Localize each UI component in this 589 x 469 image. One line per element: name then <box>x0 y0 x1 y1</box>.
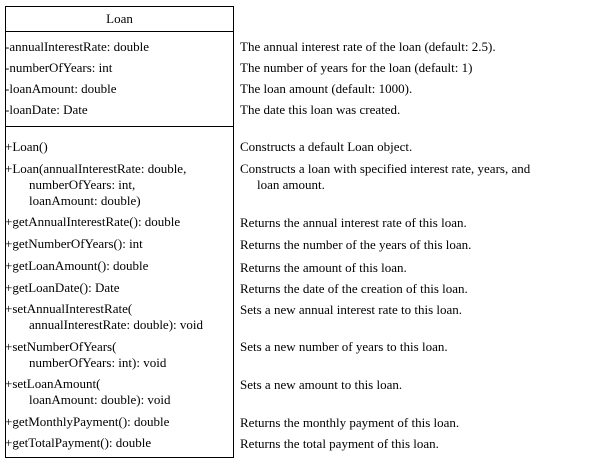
method-loan-params-desc: Constructs a loan with specified interest rate, years, and <box>240 161 531 176</box>
method-loan-default: +Loan() <box>5 139 48 154</box>
class-name: Loan <box>6 7 233 32</box>
method-get-annual-interest-rate-desc: Returns the annual interest rate of this loan. <box>240 215 467 230</box>
method-get-loan-amount-desc: Returns the amount of this loan. <box>240 260 407 275</box>
method-get-loan-amount: +getLoanAmount(): double <box>5 258 149 273</box>
method-loan-params-line-3: loanAmount: double) <box>29 193 141 208</box>
method-set-number-of-years: +setNumberOfYears( <box>5 339 117 354</box>
method-get-annual-interest-rate: +getAnnualInterestRate(): double <box>5 214 181 229</box>
method-set-loan-amount: +setLoanAmount( <box>5 376 101 391</box>
attribute-number-of-years-desc: The number of years for the loan (default: 1) <box>240 60 473 75</box>
method-set-annual-interest-rate-desc: Sets a new annual interest rate to this loan. <box>240 302 463 317</box>
method-set-annual-interest-rate: +setAnnualInterestRate( <box>5 301 133 316</box>
section-divider <box>6 126 233 127</box>
method-loan-params-desc-line-2: loan amount. <box>257 177 325 192</box>
method-set-loan-amount-desc: Sets a new amount to this loan. <box>240 377 403 392</box>
method-get-loan-date: +getLoanDate(): Date <box>5 280 120 295</box>
method-get-total-payment: +getTotalPayment(): double <box>5 435 152 450</box>
method-get-monthly-payment-desc: Returns the monthly payment of this loan. <box>240 415 460 430</box>
method-loan-default-desc: Constructs a default Loan object. <box>240 139 413 154</box>
attribute-annual-interest-rate: -annualInterestRate: double <box>5 39 150 54</box>
method-set-number-of-years-line-2: numberOfYears: int): void <box>29 355 167 370</box>
method-set-loan-amount-line-2: loanAmount: double): void <box>29 392 171 407</box>
method-get-number-of-years: +getNumberOfYears(): int <box>5 236 143 251</box>
method-get-total-payment-desc: Returns the total payment of this loan. <box>240 436 439 451</box>
method-get-monthly-payment: +getMonthlyPayment(): double <box>5 414 170 429</box>
method-get-loan-date-desc: Returns the date of the creation of this loan. <box>240 281 468 296</box>
attribute-loan-amount-desc: The loan amount (default: 1000). <box>240 81 413 96</box>
method-get-number-of-years-desc: Returns the number of the years of this loan. <box>240 237 472 252</box>
attribute-annual-interest-rate-desc: The annual interest rate of the loan (default: 2.5). <box>240 39 496 54</box>
method-loan-params: +Loan(annualInterestRate: double, <box>5 161 187 176</box>
attribute-loan-amount: -loanAmount: double <box>5 81 117 96</box>
method-set-annual-interest-rate-line-2: annualInterestRate: double): void <box>29 317 204 332</box>
attribute-loan-date-desc: The date this loan was created. <box>240 102 401 117</box>
attribute-number-of-years: -numberOfYears: int <box>5 60 113 75</box>
method-set-number-of-years-desc: Sets a new number of years to this loan. <box>240 339 448 354</box>
attribute-loan-date: -loanDate: Date <box>5 102 88 117</box>
method-loan-params-line-2: numberOfYears: int, <box>29 177 136 192</box>
